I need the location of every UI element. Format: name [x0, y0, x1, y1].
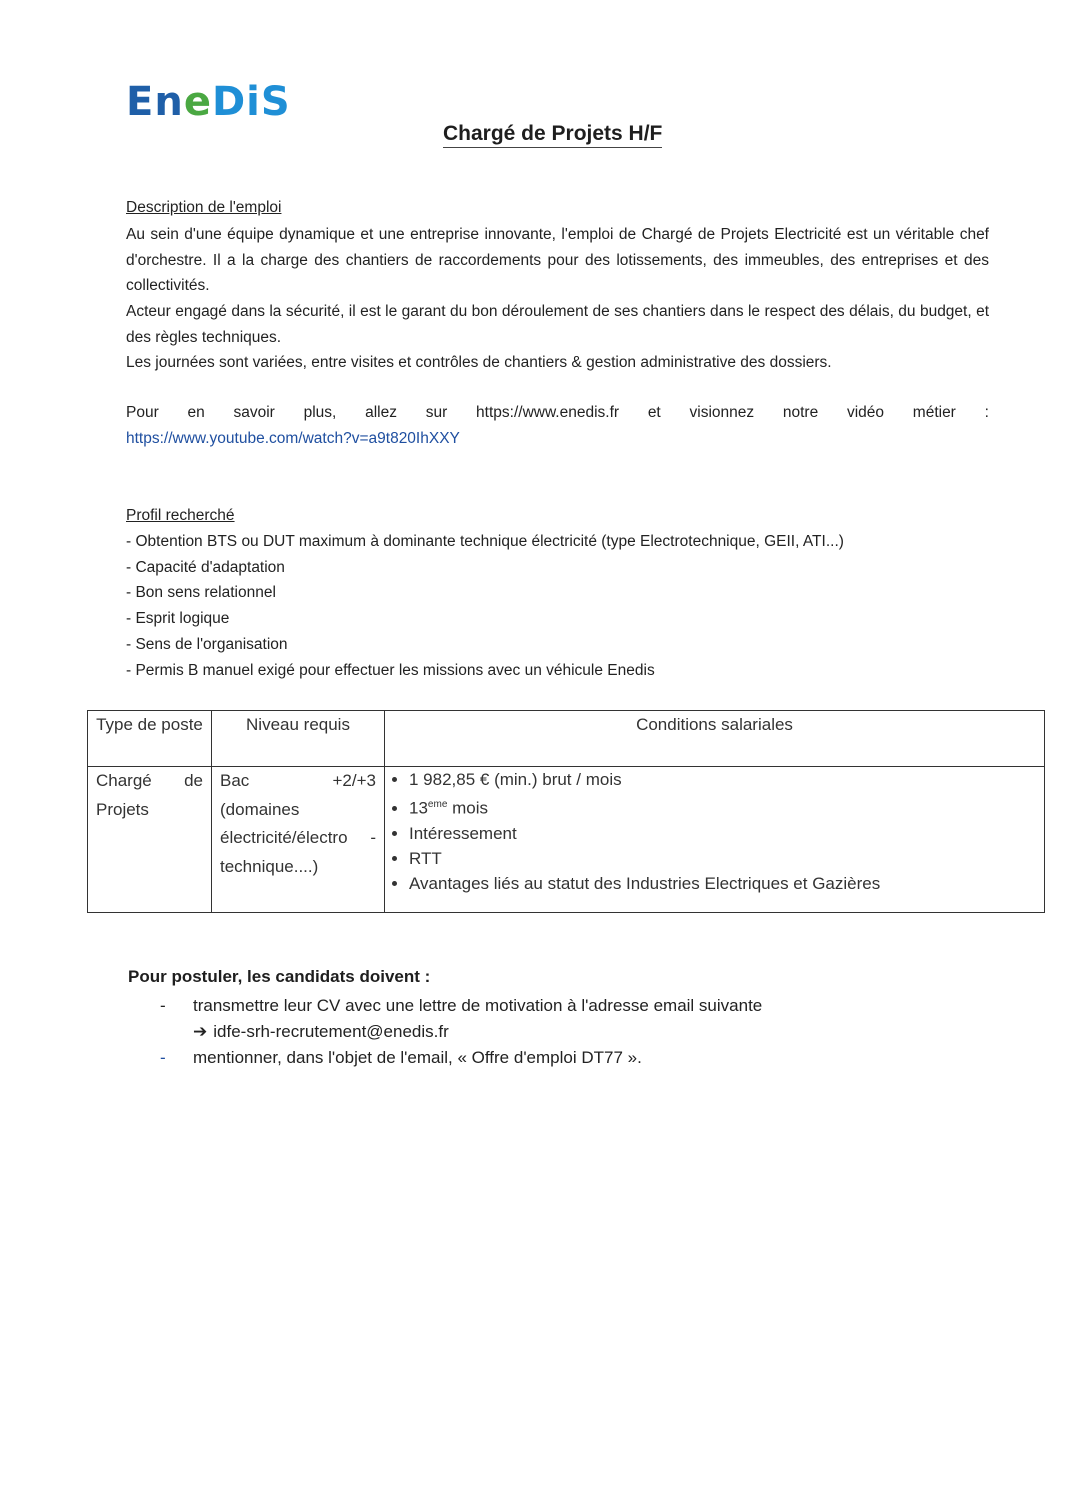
- more-info-word: visionnez: [689, 404, 755, 421]
- arrow-right-icon: ➔: [193, 1022, 208, 1041]
- apply-list: [160, 993, 762, 1071]
- more-info-word: notre: [782, 404, 819, 421]
- profile-heading: Profil recherché: [126, 507, 235, 524]
- apply-item-1-label: transmettre leur CV avec une lettre de motivation à l'adresse email suivante: [193, 996, 763, 1015]
- more-info-word: sur: [425, 404, 448, 421]
- apply-item-1-text: [193, 993, 762, 1045]
- conditions-table: [87, 710, 1045, 913]
- profile-item: - Esprit logique: [126, 610, 230, 628]
- more-info-word: et: [647, 404, 661, 421]
- benefit-advantages: • Avantages liés au statut des Industries Electriques et Gazières: [409, 871, 1036, 896]
- profile-item: - Capacité d'adaptation: [126, 558, 285, 576]
- header-type: Type de poste: [88, 711, 212, 767]
- profile-item: - Bon sens relationnel: [126, 584, 276, 602]
- profile-item: - Obtention BTS ou DUT maximum à dominante technique électricité (type Electrotechnique, GEII, ATI...): [126, 533, 844, 550]
- benefit-profit-sharing: • Intéressement: [409, 821, 1036, 846]
- apply-heading: Pour postuler, les candidats doivent :: [128, 967, 431, 986]
- month13-number: 13: [409, 798, 428, 818]
- more-info-word: métier: [912, 404, 956, 421]
- more-info-word: en: [187, 404, 205, 421]
- apply-item-2: [160, 1045, 762, 1071]
- month13-suffix: eme: [427, 799, 448, 810]
- table-row: [88, 767, 1045, 913]
- logo-part-3: DiS: [211, 79, 291, 125]
- more-info-word: plus,: [303, 404, 337, 421]
- enedis-website-link[interactable]: https://www.enedis.fr: [476, 404, 620, 421]
- apply-dash: -: [160, 996, 166, 1015]
- apply-item-2-text: mentionner, dans l'objet de l'email, « Offre d'emploi DT77 ».: [193, 1048, 642, 1067]
- more-info-line: [126, 404, 989, 422]
- enedis-logo: [126, 79, 291, 125]
- logo-part-2: e: [183, 79, 212, 125]
- description-heading: Description de l'emploi: [126, 199, 282, 216]
- table-header-row: [88, 711, 1045, 767]
- benefit-rtt: • RTT: [409, 846, 1036, 871]
- description-paragraph-3: Les journées sont variées, entre visites et contrôles de chantiers & gestion administrative des dossiers.: [126, 354, 832, 371]
- benefit-salary: • 1 982,85 € (min.) brut / mois: [409, 767, 1036, 792]
- youtube-video-link[interactable]: https://www.youtube.com/watch?v=a9t820IhXXY: [126, 430, 460, 447]
- cell-conditions: [385, 767, 1045, 913]
- apply-item-1: [160, 993, 762, 1045]
- logo-part-1: En: [126, 79, 184, 125]
- profile-item: - Sens de l'organisation: [126, 635, 288, 653]
- description-paragraph-2: Acteur engagé dans la sécurité, il est le garant du bon déroulement de ses chantiers dans le respect des délais, du budget, et des règles techniques.: [126, 303, 989, 346]
- header-level: Niveau requis: [212, 711, 385, 767]
- cell-level: Bac +2/+3 (domaines électricité/électro -technique....): [212, 767, 385, 913]
- month13-word: mois: [447, 798, 488, 818]
- description-paragraph-1: Au sein d'une équipe dynamique et une entreprise innovante, l'emploi de Chargé de Projets Electricité est un véritable chef d'orchestre. Il a la charge des chantiers de raccordements pour des lotissements, des immeubles, des entreprises et des collectivités.: [126, 226, 989, 295]
- profile-item: - Permis B manuel exigé pour effectuer les missions avec un véhicule Enedis: [126, 661, 655, 679]
- profile-list: [126, 529, 844, 683]
- more-info-word: :: [984, 404, 989, 421]
- apply-dash: -: [160, 1048, 166, 1067]
- benefits-list: [393, 767, 1036, 896]
- more-info-word: savoir: [233, 404, 275, 421]
- benefit-13th-month: [409, 792, 1036, 821]
- recruitment-email-link[interactable]: idfe-srh-recrutement@enedis.fr: [213, 1022, 449, 1041]
- cell-type: Chargé de Projets: [88, 767, 212, 913]
- more-info-word: Pour: [126, 404, 159, 421]
- document-title: Chargé de Projets H/F: [443, 122, 662, 148]
- header-conditions: Conditions salariales: [385, 711, 1045, 767]
- more-info-word: vidéo: [846, 404, 885, 421]
- more-info-word: allez: [365, 404, 397, 421]
